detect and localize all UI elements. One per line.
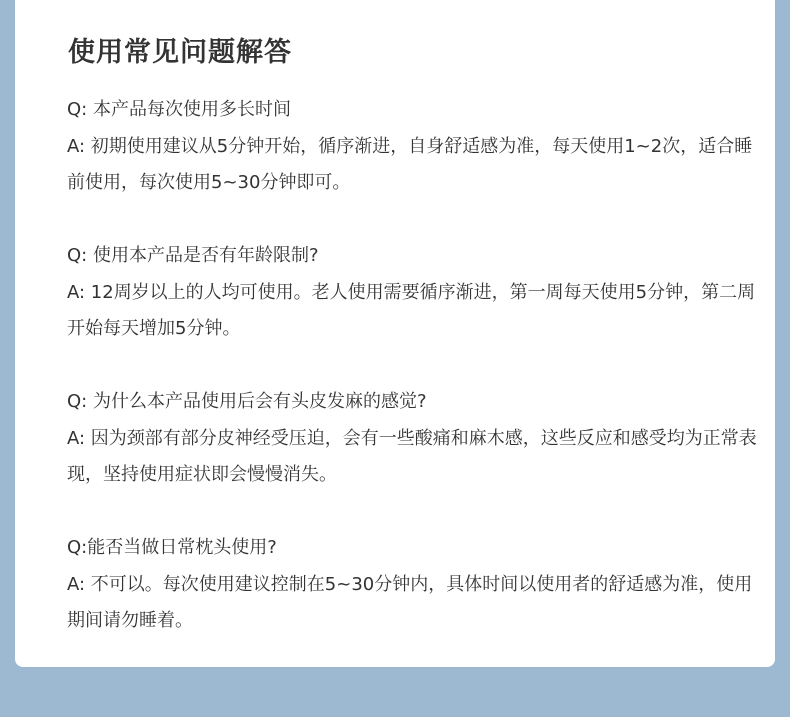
faq-item: [67, 92, 757, 202]
faq-question: Q: 本产品每次使用多长时间: [67, 99, 291, 120]
faq-card: [15, 0, 775, 667]
page-title: 使用常见问题解答: [68, 37, 292, 68]
faq-answer: A: 因为颈部有部分皮神经受压迫，会有一些酸痛和麻木感，这些反应和感受均为正常表现，坚持使用症状即会慢慢消失。: [67, 427, 757, 485]
faq-question: Q:能否当做日常枕头使用?: [67, 537, 277, 558]
faq-answer: A: 不可以。每次使用建议控制在5~30分钟内，具体时间以使用者的舒适感为准，使用期间请勿睡着。: [67, 573, 753, 631]
faq-list: [67, 92, 757, 676]
faq-item: [67, 384, 757, 494]
faq-item: [67, 530, 757, 640]
faq-item: [67, 238, 757, 348]
faq-question: Q: 使用本产品是否有年龄限制?: [67, 245, 319, 266]
faq-question: Q: 为什么本产品使用后会有头皮发麻的感觉?: [67, 391, 427, 412]
faq-answer: A: 12周岁以上的人均可使用。老人使用需要循序渐进，第一周每天使用5分钟，第二周开始每天增加5分钟。: [67, 281, 756, 339]
faq-answer: A: 初期使用建议从5分钟开始，循序渐进，自身舒适感为准，每天使用1~2次，适合睡前使用，每次使用5~30分钟即可。: [67, 135, 753, 193]
